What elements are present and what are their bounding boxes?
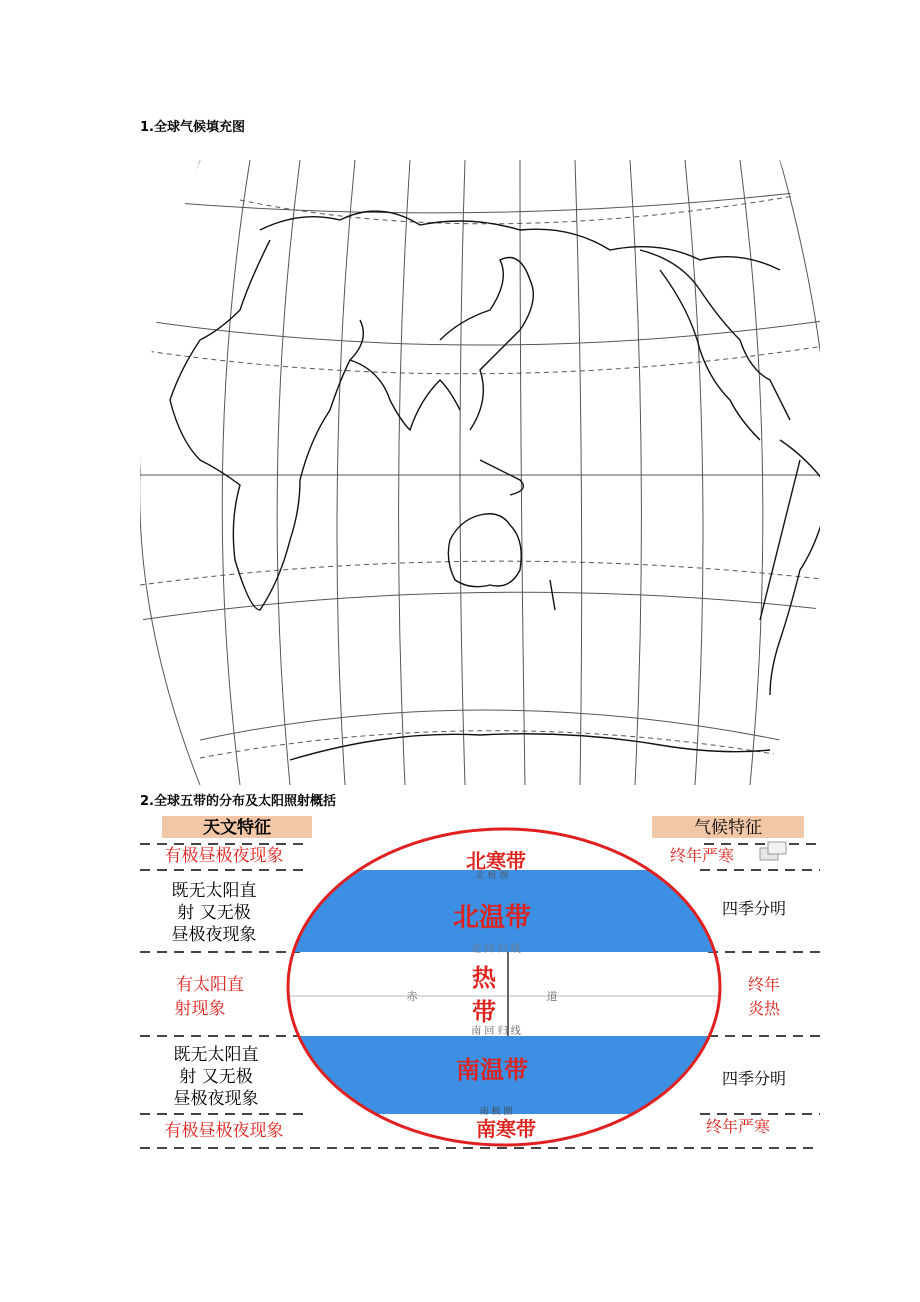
header-left: 天文特征	[203, 818, 271, 838]
left-no-direct-top-3: 昼极夜现象	[171, 925, 257, 945]
zone-south-temperate: 南温带	[456, 1056, 528, 1084]
left-polar-day-night-top: 有极昼极夜现象	[164, 846, 284, 866]
label-antarctic-circle: 南 极 圈	[479, 1107, 513, 1117]
zone-south-frigid: 南寒带	[476, 1117, 536, 1141]
right-four-seasons-bottom: 四季分明	[721, 1069, 787, 1088]
label-arctic-circle: 北 极 圈	[475, 871, 509, 881]
label-tropic-cancer: 北 回 归 线	[471, 944, 521, 955]
left-labels	[165, 846, 284, 1141]
section-heading-2: 2.全球五带的分布及太阳照射概括	[140, 794, 336, 809]
right-hot-1: 终年	[747, 975, 781, 994]
zone-tropical-1: 热	[472, 964, 496, 992]
left-no-direct-top-1: 既无太阳直	[171, 881, 257, 901]
zone-north-frigid: 北寒带	[466, 849, 526, 873]
climate-zones-figure	[140, 810, 820, 1155]
section-heading-1: 1.全球气候填充图	[140, 120, 245, 135]
right-labels	[670, 842, 786, 1136]
right-cold-bottom: 终年严寒	[705, 1117, 771, 1136]
left-direct-sun-2: 射现象	[174, 999, 226, 1019]
world-map	[140, 140, 820, 790]
right-cold-top: 终年严寒	[669, 846, 735, 865]
left-no-direct-bottom-3: 昼极夜现象	[173, 1089, 259, 1109]
left-no-direct-bottom-2: 射 又无极	[179, 1067, 253, 1087]
left-direct-sun-1: 有太阳直	[176, 975, 244, 995]
label-equator-right: 道	[546, 990, 558, 1003]
header-right: 气候特征	[694, 818, 762, 838]
graticule	[140, 160, 820, 785]
left-no-direct-bottom-1: 既无太阳直	[173, 1045, 259, 1065]
label-equator-left: 赤	[406, 990, 418, 1003]
continents	[170, 211, 820, 760]
label-tropic-capricorn: 南 回 归 线	[471, 1026, 521, 1037]
zone-north-temperate: 北温带	[452, 903, 532, 933]
left-no-direct-top-2: 射 又无极	[177, 903, 251, 923]
left-polar-day-night-bottom: 有极昼极夜现象	[164, 1121, 284, 1141]
zone-tropical-2: 带	[472, 998, 496, 1026]
right-four-seasons-top: 四季分明	[721, 899, 787, 918]
right-hot-2: 炎热	[747, 999, 781, 1018]
